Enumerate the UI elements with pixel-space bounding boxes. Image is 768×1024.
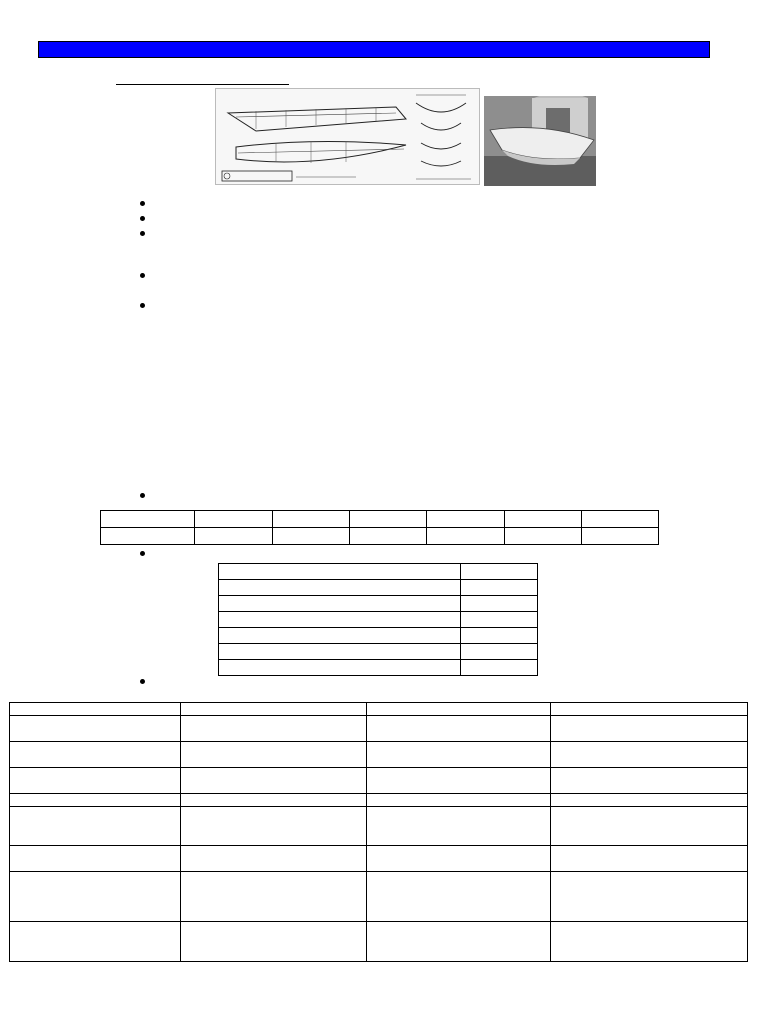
- table-3: [9, 702, 748, 962]
- boat-photo: [484, 96, 596, 186]
- table-cell: [194, 511, 272, 528]
- table-cell: [461, 596, 538, 612]
- table-cell: [551, 703, 748, 716]
- table-cell: [180, 846, 366, 872]
- table-cell: [10, 807, 181, 846]
- table-row: [10, 846, 748, 872]
- table-cell: [366, 872, 551, 922]
- table-cell: [366, 846, 551, 872]
- bullet-dot: [140, 551, 145, 556]
- table-cell: [505, 528, 582, 545]
- table-row: [10, 807, 748, 846]
- table-cell: [180, 716, 366, 742]
- table-cell: [10, 872, 181, 922]
- table-row: [10, 872, 748, 922]
- table-row: [219, 644, 538, 660]
- table-cell: [366, 716, 551, 742]
- table-cell: [219, 596, 461, 612]
- table-cell: [10, 703, 181, 716]
- table-cell: [219, 628, 461, 644]
- table-row: [219, 596, 538, 612]
- table-row: [219, 612, 538, 628]
- table-cell: [10, 768, 181, 794]
- table-cell: [180, 807, 366, 846]
- table-cell: [551, 846, 748, 872]
- table-cell: [582, 511, 659, 528]
- table-cell: [366, 703, 551, 716]
- table-cell: [101, 528, 195, 545]
- table-cell: [505, 511, 582, 528]
- table-cell: [10, 922, 181, 962]
- table-row: [219, 564, 538, 580]
- table-cell: [582, 528, 659, 545]
- table-cell: [349, 528, 427, 545]
- table-cell: [219, 612, 461, 628]
- table-row: [101, 511, 659, 528]
- table-cell: [180, 768, 366, 794]
- section-title-underline: [116, 84, 289, 85]
- header-bar: [38, 41, 710, 58]
- table-row: [10, 768, 748, 794]
- table-cell: [461, 628, 538, 644]
- table-row: [219, 660, 538, 676]
- bullet-dot: [140, 216, 145, 221]
- table-cell: [349, 511, 427, 528]
- bullet-dot: [140, 493, 145, 498]
- table-cell: [461, 580, 538, 596]
- table-cell: [551, 922, 748, 962]
- boat-photo-icon: [484, 96, 596, 186]
- table-2: [218, 563, 538, 676]
- table-row: [10, 922, 748, 962]
- table-cell: [219, 580, 461, 596]
- boat-plan-drawing: [215, 88, 480, 185]
- table-row: [219, 580, 538, 596]
- table-cell: [194, 528, 272, 545]
- table-cell: [180, 794, 366, 807]
- table-cell: [427, 528, 505, 545]
- table-row: [10, 703, 748, 716]
- table-row: [101, 528, 659, 545]
- bullet-dot: [140, 303, 145, 308]
- bullet-dot: [140, 679, 145, 684]
- table-cell: [551, 807, 748, 846]
- table-cell: [10, 742, 181, 768]
- bullet-dot: [140, 273, 145, 278]
- table-cell: [272, 528, 349, 545]
- table-row: [10, 794, 748, 807]
- table-cell: [366, 794, 551, 807]
- table-cell: [551, 872, 748, 922]
- table-cell: [551, 716, 748, 742]
- table-cell: [366, 768, 551, 794]
- table-cell: [10, 846, 181, 872]
- table-cell: [219, 660, 461, 676]
- table-cell: [551, 742, 748, 768]
- table-cell: [219, 644, 461, 660]
- table-cell: [427, 511, 505, 528]
- table-cell: [101, 511, 195, 528]
- table-cell: [461, 612, 538, 628]
- table-cell: [272, 511, 349, 528]
- table-cell: [461, 644, 538, 660]
- table-1: [100, 510, 659, 545]
- table-cell: [366, 807, 551, 846]
- table-cell: [461, 660, 538, 676]
- table-cell: [219, 564, 461, 580]
- table-cell: [551, 768, 748, 794]
- table-cell: [366, 742, 551, 768]
- bullet-dot: [140, 231, 145, 236]
- table-cell: [551, 794, 748, 807]
- table-row: [219, 628, 538, 644]
- table-cell: [461, 564, 538, 580]
- table-cell: [180, 742, 366, 768]
- table-cell: [366, 922, 551, 962]
- table-cell: [180, 703, 366, 716]
- table-row: [10, 742, 748, 768]
- table-cell: [180, 872, 366, 922]
- table-cell: [10, 716, 181, 742]
- bullet-dot: [140, 201, 145, 206]
- table-cell: [10, 794, 181, 807]
- boat-plan-icon: [216, 89, 479, 184]
- table-cell: [180, 922, 366, 962]
- table-row: [10, 716, 748, 742]
